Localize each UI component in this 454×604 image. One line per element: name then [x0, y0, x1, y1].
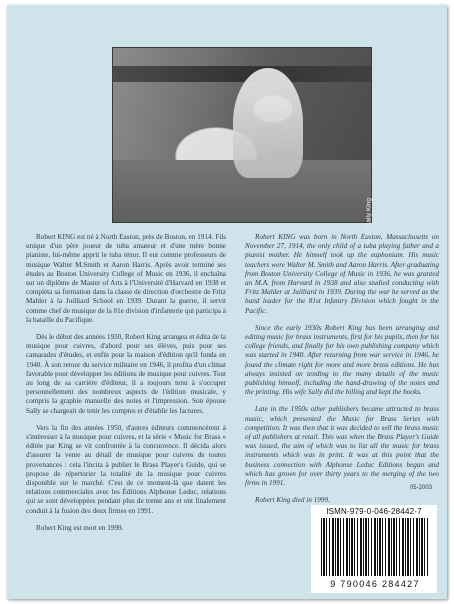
photo-figure [233, 68, 303, 178]
barcode-icon [321, 518, 429, 576]
english-paragraph-3: Late in the 1950s other publishers became attracted to brass music, which presented the Music for Brass Series with competition. It was then that it was decided to sell the brass music of all publishers at retail. This was when the Brass Player's Guide was issued, the aim of which was to list all the music for brass instruments which was in print. It was at this point that the business connection with Alphonse Leduc Editions began and which has grown for over thirty years to the merging of the two firms in 1991. [245, 405, 439, 488]
english-column [245, 233, 439, 505]
print-code: 05-2003 [409, 485, 432, 491]
french-paragraph-2: Dès le début des années 1930, Robert King arrangea et édita de la musique pour cuivres, d'abord pour ses élèves, puis pour ses camarades d'études, et enfin pour la maison d'édition qu'il fonda en 1940. À son retour du service militaire en 1946, il profita d'un climat favorable pour développer les éditions de musique pour cuivres. Tout au long de sa carrière d'éditeur, il a toujours tenu à s'occuper personnellement des nombreux aspects de l'édition musicale, y compris la graphie manuelle des notes et l'impression. Son épouse Sally se chargeait de tenir les comptes et d'établir les factures. [26, 333, 226, 415]
photo-shelf [113, 66, 371, 82]
french-paragraph-3: Vers la fin des années 1950, d'autres éditeurs commencèrent à s'intéresser à la musique pour cuivres, et la série « Music for Brass » éditée par King se vit confrontée à la concurrence. Il décida alors d'assurer la vente au détail de musique pour cuivres de toutes provenances : cela l'incita à publier le Brass Player's Guide, qui se propose de répertorier la totalité de la musique pour cuivres disponible sur le marché. C'est de ce moment-là que datent les relations commerciales avec les Éditions Alphonse Leduc, relations qui se sont développées pendant plus de trente ans et ont finalement conduit à la fusion des deux firmes en 1991. [26, 423, 226, 515]
french-column [26, 233, 226, 533]
barcode-block [311, 505, 437, 593]
barcode-digits: 9 790046 284427 [330, 579, 420, 589]
ismn-label: ISMN-979-0-046-28442-7 [326, 507, 422, 516]
photo-credit: Photo : Sally King [365, 198, 372, 250]
french-paragraph-4: Robert King est mort en 1999. [36, 523, 124, 532]
english-paragraph-1: Robert KING was born in North Easton, Massachusetts on November 27, 1914, the only child of a tuba playing father and a pianist mother. He himself took up the euphonium. His music teachers were Walter M. Smith and Aaron Harris. After graduating from Boston University College of Music in 1936, he was granted an M.A. from Harvard in 1938 and also studied conducting with Fritz Mahler at Juilliard in 1939. During the war he served as the band leader for the 81st Infantry Division which fought in the Pacific. [245, 233, 439, 315]
english-paragraph-2: Since the early 1930s Robert King has been arranging and editing music for brass instruments, first for his pupils, then for his college friends, and finally for his own publishing company which was started in 1940. After returning from war service in 1946, he found the climate right for more and more brass editions. He has always insisted on tending to the many details of the music publishing himself, including the hand-drawing of the notes and the printing. His wife Sally did the billing and kept the books. [245, 323, 439, 397]
french-paragraph-1: Robert KING est né à North Easton, près de Boston, en 1914. Fils unique d'un père joueur de tuba amateur et d'une mère bonne pianiste, lui-même apprit le tuba ténor. Il eut comme professeurs de musique Walter M.Smith et Aaron Harris. Après avoir terminé ses études au Boston University College of Music en 1936, il enchaîna sur un diplôme de Master of Arts à l'Université d'Harvard en 1938 et compléta sa formation dans la classe de direction d'orchestre de Fritz Mahler à la Juilliard School en 1939. Durant la guerre, il servit comme chef de musique de la 81e division d'infanterie qui participa à la bataille du Pacifique. [26, 233, 226, 324]
english-paragraph-4: Robert King died in 1999. [255, 496, 330, 505]
back-cover-page [7, 5, 447, 599]
portrait-photo [112, 47, 372, 250]
